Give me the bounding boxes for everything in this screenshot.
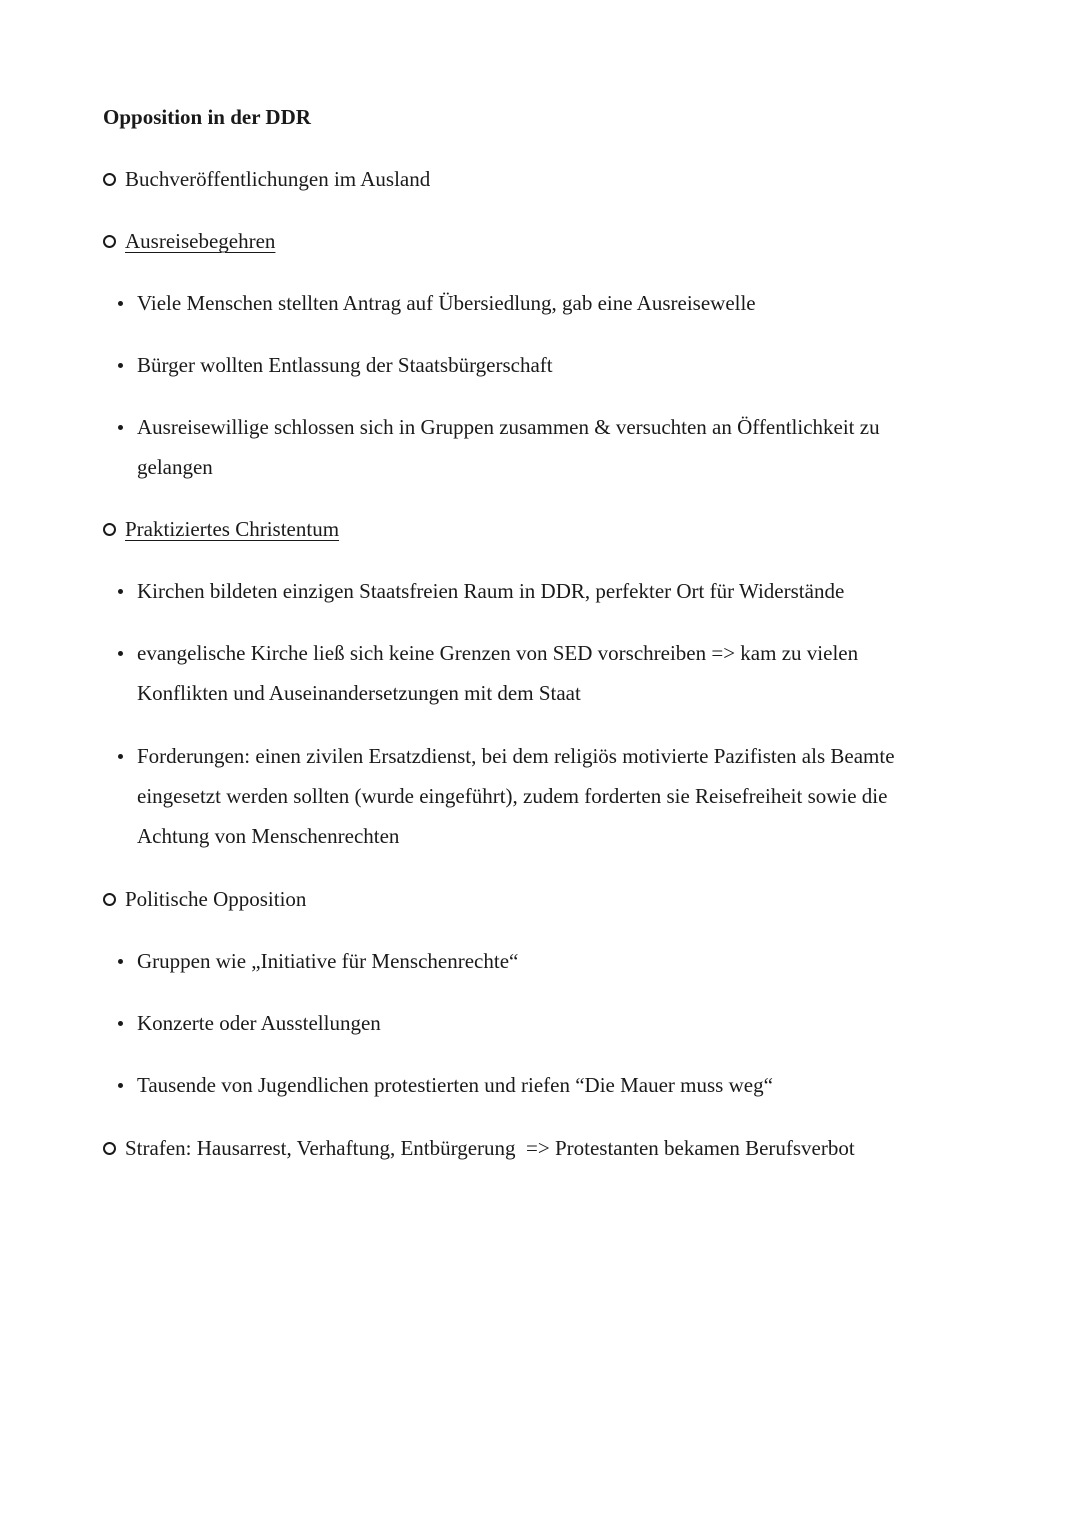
bullet-dot-icon: [118, 301, 123, 306]
list-item: [118, 571, 938, 611]
list-item-text: Bürger wollten Entlassung der Staatsbürgerschaft: [137, 353, 553, 377]
section-heading: Ausreisebegehren: [125, 229, 276, 253]
list-item-text: Forderungen: einen zivilen Ersatzdienst, bei dem religiös motivierte Pazifisten als Beamte eingesetzt werden sollten (wurde eingeführt), zudem forderten sie Reisefreiheit sowie die Achtung von Menschenrechten: [137, 744, 895, 848]
list-item: [118, 736, 938, 856]
list-item-text: Kirchen bildeten einzigen Staatsfreien Raum in DDR, perfekter Ort für Widerstände: [137, 579, 845, 603]
page-title: Opposition in der DDR: [103, 105, 311, 129]
list-item: [118, 407, 938, 487]
list-item-text: Ausreisewillige schlossen sich in Gruppen zusammen & versuchten an Öffentlichkeit zu gelangen: [137, 415, 880, 479]
bullet-dot-icon: [118, 589, 123, 594]
circle-bullet-icon: [103, 1142, 116, 1155]
section-strafen: [103, 1128, 1003, 1168]
bullet-dot-icon: [118, 1021, 123, 1026]
list-item: [118, 1003, 938, 1043]
list-item-text: Gruppen wie „Initiative für Menschenrechte“: [137, 949, 519, 973]
section-praktiziertes-christentum: [103, 509, 1003, 549]
circle-bullet-icon: [103, 173, 116, 186]
section-heading: Politische Opposition: [125, 887, 307, 911]
list-item-text: Tausende von Jugendlichen protestierten und riefen “Die Mauer muss weg“: [137, 1073, 773, 1097]
list-item: [118, 345, 938, 385]
bullet-dot-icon: [118, 1083, 123, 1088]
list-item: [118, 633, 938, 713]
circle-bullet-icon: [103, 235, 116, 248]
section-politische-opposition: [103, 879, 1003, 919]
list-item: [118, 1065, 938, 1105]
circle-bullet-icon: [103, 523, 116, 536]
section-heading: Praktiziertes Christentum: [125, 517, 340, 541]
bullet-dot-icon: [118, 363, 123, 368]
list-item-text: Viele Menschen stellten Antrag auf Übersiedlung, gab eine Ausreisewelle: [137, 291, 756, 315]
circle-bullet-icon: [103, 893, 116, 906]
section-ausreisebegehren: [103, 221, 1003, 261]
list-item-text: evangelische Kirche ließ sich keine Grenzen von SED vorschreiben => kam zu vielen Konflikten und Auseinandersetzungen mit dem Staat: [137, 641, 859, 705]
bullet-dot-icon: [118, 651, 123, 656]
list-item: [118, 941, 938, 981]
section-book-publications: [103, 159, 1003, 199]
bullet-dot-icon: [118, 959, 123, 964]
bullet-dot-icon: [118, 425, 123, 430]
list-item-text: Konzerte oder Ausstellungen: [137, 1011, 381, 1035]
bullet-dot-icon: [118, 754, 123, 759]
section-heading: Buchveröffentlichungen im Ausland: [125, 167, 431, 191]
section-heading: Strafen: Hausarrest, Verhaftung, Entbürgerung => Protestanten bekamen Berufsverbot: [125, 1136, 855, 1160]
list-item: [118, 283, 938, 323]
